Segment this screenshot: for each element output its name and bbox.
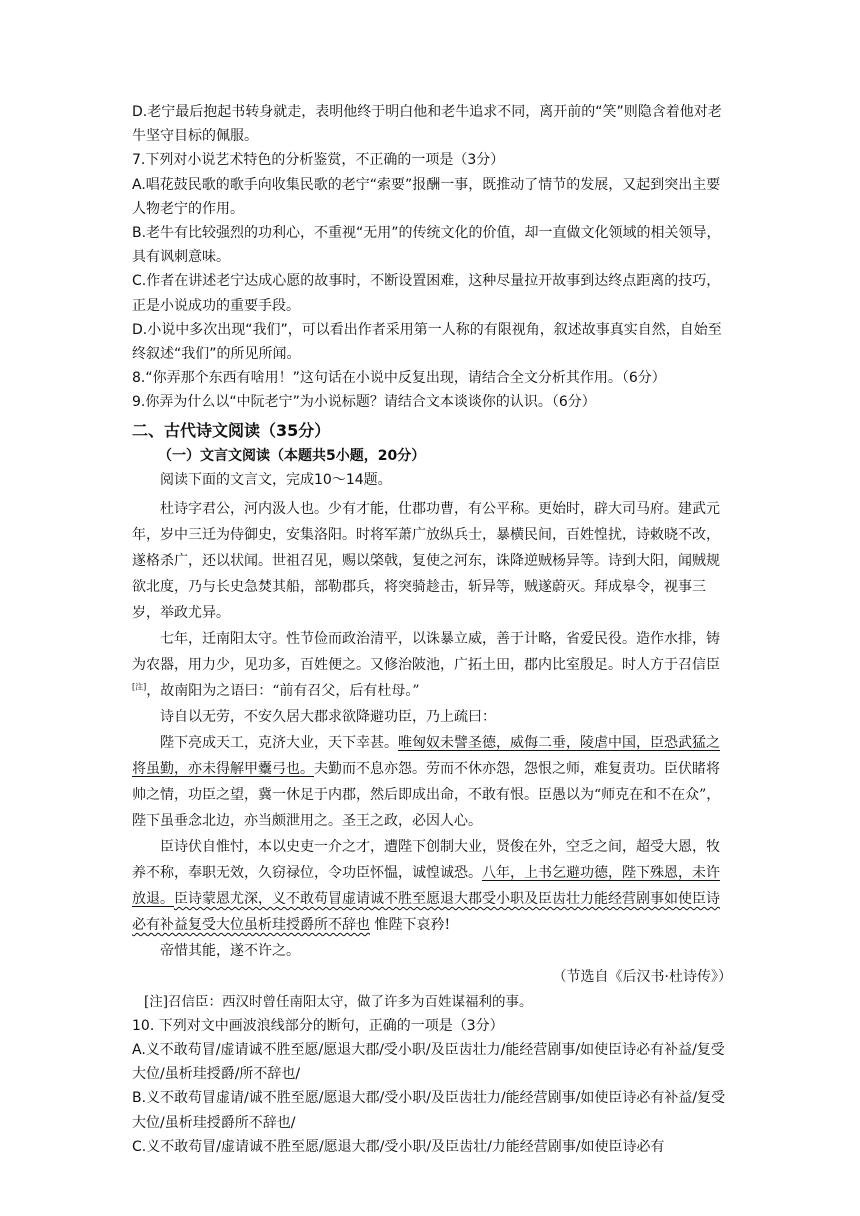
q10-option-b: B.义不敢苟冒虚请/诚不胜至愿/愿退大郡/受小职/及臣齿壮力/能经营剧事/如使臣诗必有补益/复受大位/虽析珪授爵所不辞也/ [132,1090,726,1131]
wavy-underlined-passage: 臣诗蒙恩尤深，义不敢苟冒虚请诚不胜至愿退大郡受小职及臣齿壮力能经营剧事如使臣诗必有补益复受大位虽析珪授爵所不辞也 [132,890,720,933]
q6-option-d: D.老宁最后抱起书转身就走，表明他终于明白他和老牛追求不同，离开前的“笑”则隐含着他对老牛坚守目标的佩服。 [132,104,722,145]
passage-paragraph-5 [132,834,732,938]
passage-paragraph-3: 诗自以无劳，不安久居大郡求欲降避功臣，乃上疏曰： [160,708,496,725]
footnote-marker: [注] [132,682,147,692]
q10-option-c: C.义不敢苟冒/虚请诚不胜至愿/愿退大郡/受小职/及臣齿壮/力能经营剧事/如使臣诗必有 [132,1138,665,1155]
passage-paragraph-1: 杜诗字君公，河内汲人也。少有才能，仕郡功曹，有公平称。更始时，辟大司马府。建武元年，岁中三迁为侍御史，安集洛阳。时将军萧广放纵兵士，暴横民间，百姓惶扰，诗敕晓不改，遂格杀广，还以状闻。世祖召见，赐以棨戟，复使之河东，诛降逆贼杨异等。诗到大阳，闻贼规欲北度，乃与长史急焚其船，部勒郡兵，将突骑趁击，斩异等，贼遂蔚灭。拜成皋令，视事三岁，举政尤异。 [132,500,720,621]
passage-source: （节选自《后汉书·杜诗传》） [552,968,732,985]
section-heading: 二、古代诗文阅读（35分） [132,420,331,440]
passage-paragraph-5-start: 臣诗伏自惟忖，本以史吏一介之才，遭陛下创制大业，贤俊在外，空乏之间，超受大恩，牧养不称，奉职无效，久窃禄位，令功臣怀愠，诚惶诚恐。 [132,838,720,881]
passage-paragraph-2-quote: ，故南阳为之语曰：“前有召父，后有杜母。” [146,682,420,699]
reading-instruction: 阅读下面的文言文，完成10～14题。 [160,471,392,488]
q7-stem: 7.下列对小说艺术特色的分析鉴赏，不正确的一项是（3分） [132,152,505,169]
passage-paragraph-2-text: 七年，迁南阳太守。性节俭而政治清平，以诛暴立威，善于计略，省爱民役。造作水排，铸为农器，用力少，见功多，百姓便之。又修治陂池，广拓土田，郡内比室殷足。时人方于召信臣 [132,630,720,673]
footnote: [注]召信臣：西汉时曾任南阳太守，做了许多为百姓谋福利的事。 [144,993,533,1010]
passage-paragraph-4 [132,730,732,834]
underlined-sentence-2: 八年，上书乞避功德，陛下殊恩，未许放退。 [132,864,720,907]
q8-question: 8.“你弄那个东西有啥用！”这句话在小说中反复出现，请结合全文分析其作用。（6分） [132,370,666,387]
q7-option-a: A.唱花鼓民歌的歌手向收集民歌的老宁“索要”报酬一事，既推动了情节的发展，又起到突出主要人物老宁的作用。 [132,176,721,217]
q10-stem: 10. 下列对文中画波浪线部分的断句，正确的一项是（3分） [132,1017,504,1034]
passage-paragraph-5-end: 惟陛下哀矜! [370,916,451,933]
q7-option-d: D.小说中多次出现“我们”，可以看出作者采用第一人称的有限视角，叙述故事真实自然，自始至终叙述“我们”的所见所闻。 [132,321,722,363]
passage-paragraph-2 [132,626,732,704]
exam-page [132,100,732,1159]
underlined-sentence-1: 唯匈奴未譬圣德，威侮二垂，陵虐中国，臣恐武猛之将虽勤，亦未得解甲櫜弓也。 [132,734,720,777]
q9-question: 9.你弄为什么以“中阮老宁”为小说标题？请结合文本谈谈你的认识。（6分） [132,394,596,411]
passage-paragraph-4-rest: 夫勤而不息亦怨。劳而不休亦怨，怨恨之师，难复责功。臣伏睹将帅之情，功臣之望，冀一休足于内郡，然后即成出命，不敢有恨。臣愚以为“师克在和不在众”，陛下虽垂念北边，亦当颇泄用之。圣王之政，必因人心。 [132,760,721,829]
subsection-heading: （一）文言文阅读（本题共5小题，20分） [158,447,426,464]
passage-paragraph-4-start: 陛下亮成天工，克济大业，天下幸甚。 [160,734,398,751]
passage-paragraph-6: 帝惜其能，遂不许之。 [160,942,300,959]
q7-option-b: B.老牛有比较强烈的功利心，不重视“无用”的传统文化的价值，却一直做文化领域的相关领导，具有讽刺意味。 [132,225,721,266]
q7-option-c: C.作者在讲述老宁达成心愿的故事时，不断设置困难，这种尽量拉开故事到达终点距离的技巧，正是小说成功的重要手段。 [132,273,721,314]
q10-option-a: A.义不敢苟冒/虚请诚不胜至愿/愿退大郡/受小职/及臣齿壮力/能经营剧事/如使臣诗必有补益/复受大位/虽析珪授爵/所不辞也/ [132,1042,725,1083]
